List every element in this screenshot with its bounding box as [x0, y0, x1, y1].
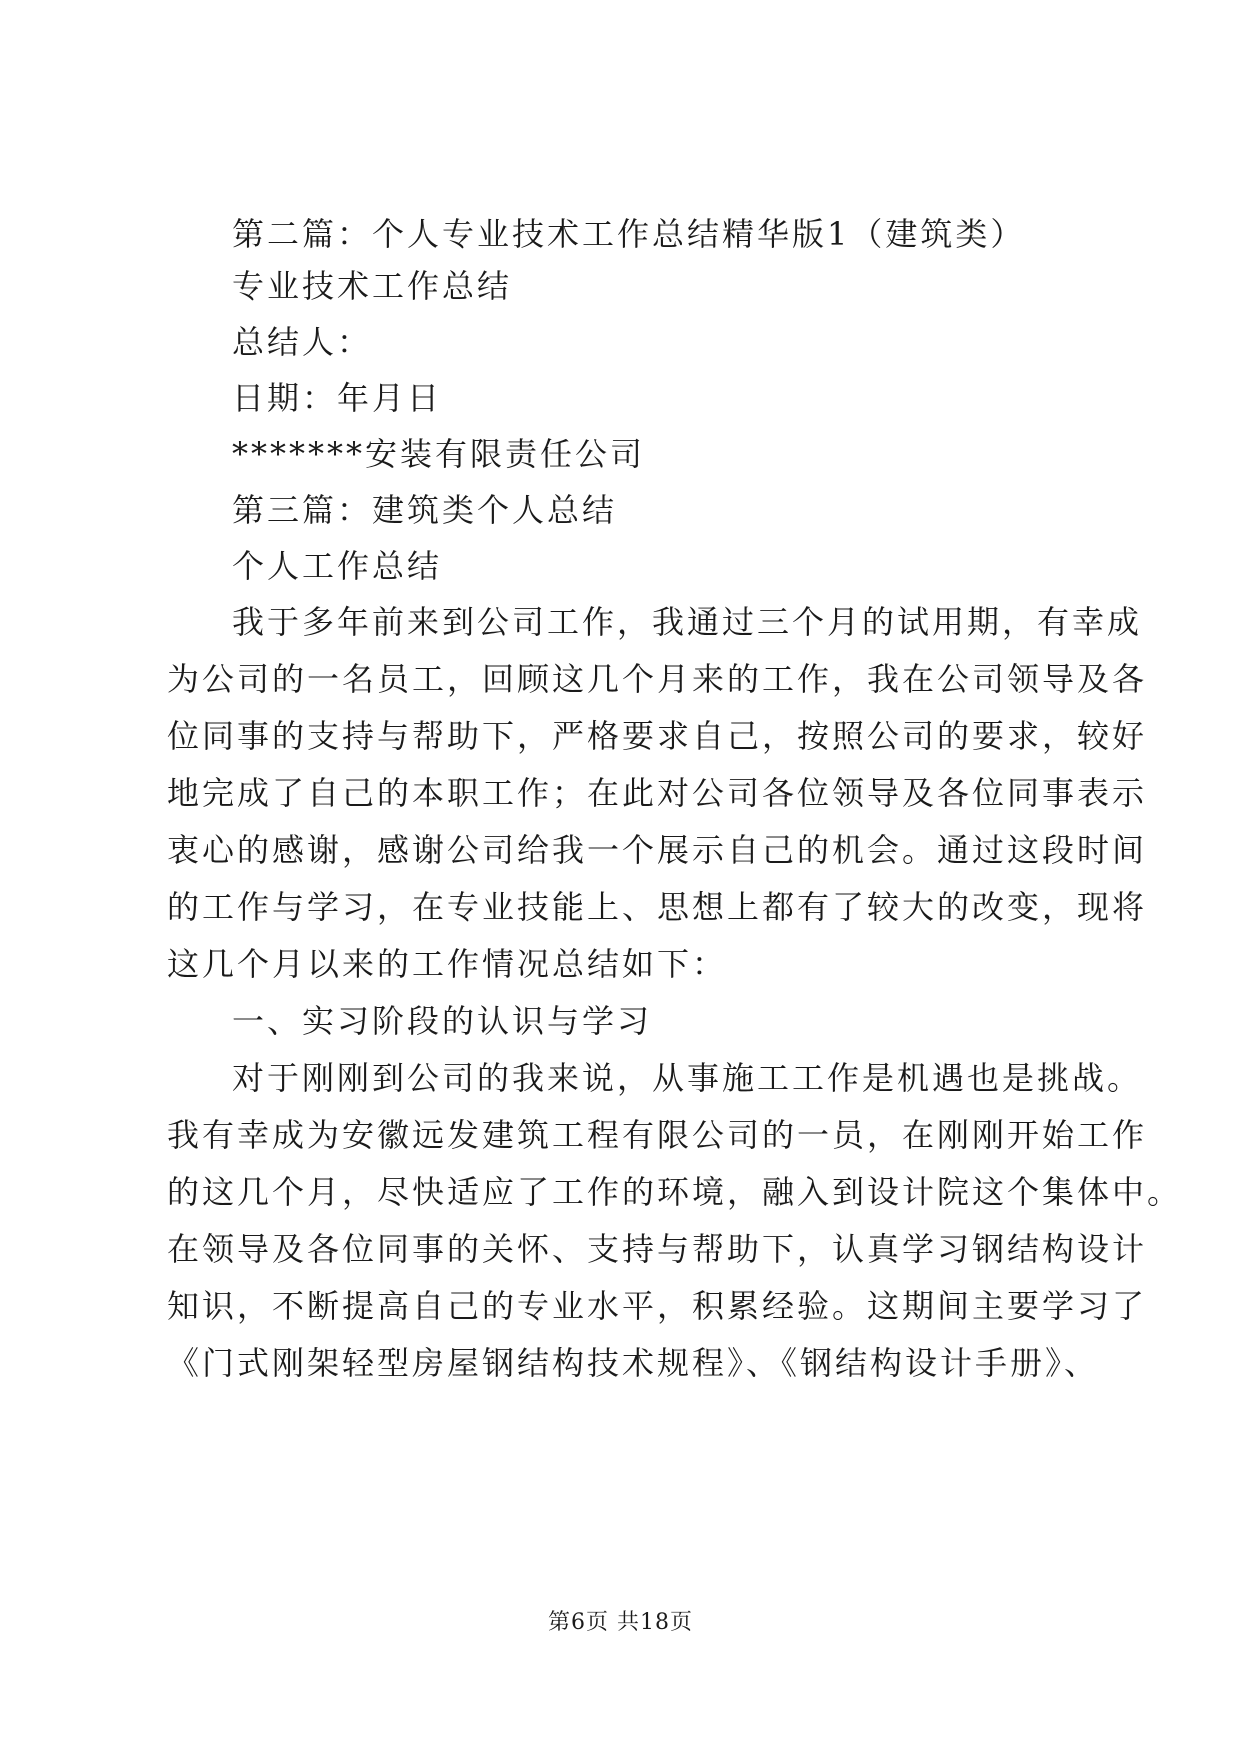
heading-part-three: 第三篇：建筑类个人总结	[232, 491, 618, 529]
subtitle-personal-summary: 个人工作总结	[232, 547, 443, 585]
subtitle-technical-summary: 专业技术工作总结	[232, 267, 513, 305]
company-line: *******安装有限责任公司	[232, 435, 646, 473]
paragraph-line: 对于刚刚到公司的我来说，从事施工工作是机遇也是挑战。	[232, 1059, 1143, 1097]
paragraph-line: 我有幸成为安徽远发建筑工程有限公司的一员，在刚刚开始工作	[167, 1116, 1148, 1154]
author-line: 总结人：	[232, 323, 373, 361]
paragraph-line: 我于多年前来到公司工作，我通过三个月的试用期，有幸成	[232, 603, 1143, 641]
paragraph-line: 《门式刚架轻型房屋钢结构技术规程》、《钢结构设计手册》、	[167, 1344, 1100, 1382]
paragraph-line: 在领导及各位同事的关怀、支持与帮助下，认真学习钢结构设计	[167, 1230, 1148, 1268]
paragraph-line: 位同事的支持与帮助下，严格要求自己，按照公司的要求，较好	[167, 717, 1148, 755]
page-number-footer: 第6页 共18页	[548, 1610, 693, 1635]
section-heading: 一、实习阶段的认识与学习	[232, 1002, 653, 1040]
paragraph-line: 地完成了自己的本职工作；在此对公司各位领导及各位同事表示	[167, 774, 1148, 812]
paragraph-line: 的这几个月，尽快适应了工作的环境，融入到设计院这个集体中。	[167, 1173, 1183, 1211]
paragraph-line: 知识，不断提高自己的专业水平，积累经验。这期间主要学习了	[167, 1287, 1148, 1325]
paragraph-line: 这几个月以来的工作情况总结如下：	[167, 945, 728, 983]
paragraph-line: 为公司的一名员工，回顾这几个月来的工作，我在公司领导及各	[167, 660, 1148, 698]
date-line: 日期：年月日	[232, 379, 443, 417]
heading-part-two: 第二篇：个人专业技术工作总结精华版1（建筑类）	[232, 215, 1026, 253]
paragraph-line: 衷心的感谢，感谢公司给我一个展示自己的机会。通过这段时间	[167, 831, 1148, 869]
paragraph-line: 的工作与学习，在专业技能上、思想上都有了较大的改变，现将	[167, 888, 1148, 926]
